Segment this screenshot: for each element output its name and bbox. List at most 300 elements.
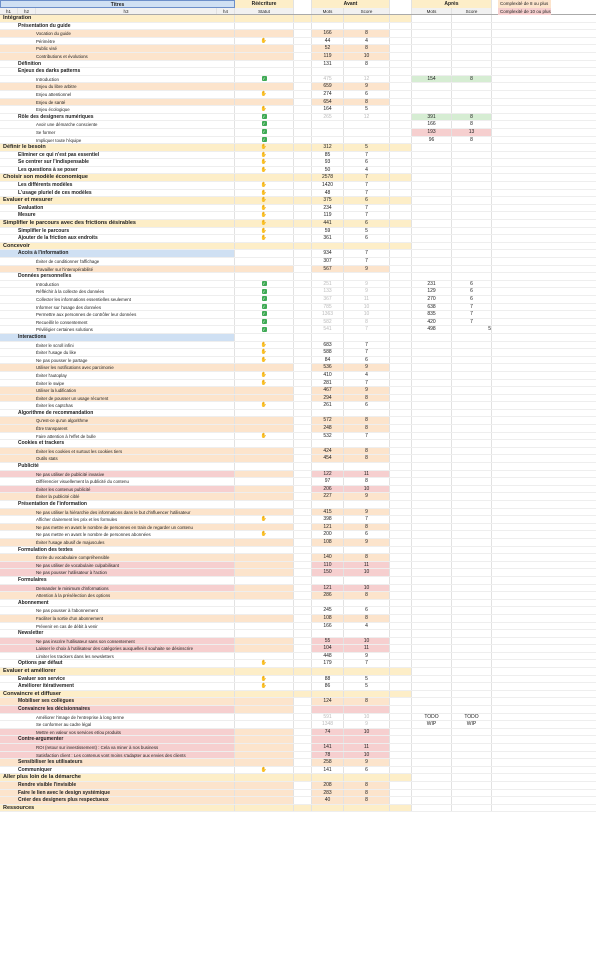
spacer-cell[interactable] [294, 630, 312, 637]
row-status[interactable] [235, 304, 294, 311]
words-before[interactable]: 52 [312, 45, 344, 52]
row-title[interactable]: Contre-argumenter [0, 736, 235, 743]
spacer-cell[interactable] [294, 547, 312, 554]
row-title[interactable]: Introduction [0, 76, 235, 83]
trailing-cell[interactable] [492, 698, 596, 705]
words-after[interactable] [412, 698, 452, 705]
col-h1[interactable]: h1 [0, 8, 18, 14]
words-after[interactable] [412, 516, 452, 523]
trailing-cell[interactable] [492, 273, 596, 280]
row-status[interactable] [235, 228, 294, 235]
score-after[interactable] [452, 425, 492, 432]
score-after[interactable] [452, 630, 492, 637]
spacer-cell[interactable] [294, 782, 312, 789]
words-before[interactable] [312, 121, 344, 128]
row-status[interactable] [235, 129, 294, 136]
table-row[interactable] [0, 61, 596, 69]
trailing-cell[interactable] [492, 129, 596, 136]
table-row[interactable] [0, 23, 596, 31]
words-after[interactable]: 835 [412, 311, 452, 318]
spacer-cell[interactable] [294, 304, 312, 311]
spacer-cell[interactable] [390, 296, 412, 303]
table-row[interactable] [0, 752, 596, 760]
row-title[interactable]: Abonnement [0, 600, 235, 607]
score-after[interactable] [452, 364, 492, 371]
words-after[interactable] [412, 539, 452, 546]
words-after[interactable]: 166 [412, 121, 452, 128]
score-before[interactable]: 7 [344, 152, 390, 159]
score-after[interactable] [452, 615, 492, 622]
row-title[interactable]: Simplifier le parcours avec des frictions désirables [0, 220, 235, 227]
spacer-cell[interactable] [294, 440, 312, 447]
score-after[interactable]: 6 [452, 288, 492, 295]
words-before[interactable]: 1363 [312, 311, 344, 318]
row-status[interactable] [235, 311, 294, 318]
spacer-cell[interactable] [294, 190, 312, 197]
table-row[interactable] [0, 554, 596, 562]
words-before[interactable]: 1420 [312, 182, 344, 189]
words-after[interactable] [412, 486, 452, 493]
words-before[interactable]: 683 [312, 342, 344, 349]
col-score[interactable]: Score [344, 8, 390, 14]
row-status[interactable] [235, 691, 294, 698]
score-after[interactable]: TODO [452, 714, 492, 721]
words-after[interactable] [412, 364, 452, 371]
spacer-cell[interactable] [294, 714, 312, 721]
row-status[interactable] [235, 417, 294, 424]
words-before[interactable]: 44 [312, 38, 344, 45]
row-title[interactable]: Ne pas mettre en avant le nombre de personnes en train de regarder un contenu [0, 524, 235, 531]
table-row[interactable] [0, 83, 596, 91]
row-title[interactable]: Communiquer [0, 767, 235, 774]
words-before[interactable]: 122 [312, 471, 344, 478]
trailing-cell[interactable] [492, 243, 596, 250]
words-after[interactable] [412, 585, 452, 592]
words-before[interactable]: 119 [312, 212, 344, 219]
row-title[interactable]: Définition [0, 61, 235, 68]
row-title[interactable]: Évaluer et améliorer [0, 668, 235, 675]
trailing-cell[interactable] [492, 372, 596, 379]
score-before[interactable]: 9 [344, 721, 390, 728]
score-before[interactable]: 5 [344, 683, 390, 690]
spacer-cell[interactable] [390, 137, 412, 144]
score-before[interactable]: 5 [344, 676, 390, 683]
words-after[interactable] [412, 744, 452, 751]
spacer-cell[interactable] [294, 402, 312, 409]
row-status[interactable] [235, 448, 294, 455]
score-after[interactable] [452, 531, 492, 538]
score-after[interactable] [452, 554, 492, 561]
words-before[interactable]: 74 [312, 729, 344, 736]
trailing-cell[interactable] [492, 334, 596, 341]
words-before[interactable]: 140 [312, 554, 344, 561]
score-before[interactable]: 6 [344, 402, 390, 409]
words-before[interactable] [312, 273, 344, 280]
spacer-cell[interactable] [390, 417, 412, 424]
spacer-cell[interactable] [390, 516, 412, 523]
spacer-cell[interactable] [294, 106, 312, 113]
spacer-cell[interactable] [390, 539, 412, 546]
spacer-cell[interactable] [294, 539, 312, 546]
score-after[interactable]: 6 [452, 281, 492, 288]
row-status[interactable] [235, 334, 294, 341]
words-before[interactable]: 121 [312, 524, 344, 531]
row-status[interactable] [235, 258, 294, 265]
words-after[interactable] [412, 38, 452, 45]
row-title[interactable]: Mobiliser ses collègues [0, 698, 235, 705]
row-title[interactable]: Intégration [0, 15, 235, 22]
words-after[interactable]: 193 [412, 129, 452, 136]
spacer-cell[interactable] [390, 455, 412, 462]
spacer-cell[interactable] [294, 197, 312, 204]
words-before[interactable]: 532 [312, 433, 344, 440]
row-title[interactable]: Travailler sur l'interopérabilité [0, 266, 235, 273]
words-after[interactable] [412, 387, 452, 394]
score-before[interactable] [344, 15, 390, 22]
spacer-cell[interactable] [294, 99, 312, 106]
words-before[interactable]: 654 [312, 99, 344, 106]
words-after[interactable]: 96 [412, 137, 452, 144]
row-status[interactable] [235, 395, 294, 402]
row-title[interactable]: Qu'est-ce qu'un algorithme [0, 417, 235, 424]
score-after[interactable]: 8 [452, 76, 492, 83]
row-status[interactable] [235, 53, 294, 60]
trailing-cell[interactable] [492, 304, 596, 311]
words-before[interactable]: 179 [312, 660, 344, 667]
row-status[interactable] [235, 623, 294, 630]
spacer-cell[interactable] [294, 144, 312, 151]
trailing-cell[interactable] [492, 531, 596, 538]
trailing-cell[interactable] [492, 167, 596, 174]
score-after[interactable] [452, 440, 492, 447]
spacer-cell[interactable] [390, 174, 412, 181]
table-row[interactable] [0, 805, 596, 813]
spacer-cell[interactable] [294, 114, 312, 121]
words-before[interactable]: 59 [312, 228, 344, 235]
trailing-cell[interactable] [492, 767, 596, 774]
words-before[interactable]: 206 [312, 486, 344, 493]
words-before[interactable] [312, 691, 344, 698]
words-after[interactable] [412, 774, 452, 781]
score-before[interactable]: 11 [344, 645, 390, 652]
score-before[interactable]: 8 [344, 448, 390, 455]
words-before[interactable]: 567 [312, 266, 344, 273]
row-status[interactable] [235, 645, 294, 652]
trailing-cell[interactable] [492, 683, 596, 690]
score-after[interactable] [452, 228, 492, 235]
words-after[interactable] [412, 273, 452, 280]
score-after[interactable]: 7 [452, 304, 492, 311]
row-status[interactable] [235, 471, 294, 478]
spacer-cell[interactable] [390, 357, 412, 364]
words-before[interactable]: 141 [312, 767, 344, 774]
score-after[interactable] [452, 197, 492, 204]
table-row[interactable] [0, 569, 596, 577]
row-status[interactable] [235, 425, 294, 432]
score-after[interactable] [452, 15, 492, 22]
words-after[interactable] [412, 524, 452, 531]
trailing-cell[interactable] [492, 410, 596, 417]
table-row[interactable] [0, 387, 596, 395]
spacer-cell[interactable] [294, 364, 312, 371]
row-title[interactable]: Rendre visible l'invisible [0, 782, 235, 789]
words-after[interactable] [412, 615, 452, 622]
words-after[interactable] [412, 630, 452, 637]
row-status[interactable] [235, 167, 294, 174]
score-before[interactable] [344, 630, 390, 637]
table-row[interactable] [0, 790, 596, 798]
spacer-cell[interactable] [390, 410, 412, 417]
score-after[interactable] [452, 729, 492, 736]
row-title[interactable]: Différencier visuellement la publicité du contenu [0, 478, 235, 485]
table-row[interactable] [0, 182, 596, 190]
words-after[interactable] [412, 547, 452, 554]
row-title[interactable]: Avoir une démarche consciente [0, 121, 235, 128]
row-title[interactable]: Impliquer toute l'équipe [0, 137, 235, 144]
words-before[interactable]: 248 [312, 425, 344, 432]
spacer-cell[interactable] [390, 509, 412, 516]
words-before[interactable]: 312 [312, 144, 344, 151]
spacer-cell[interactable] [390, 326, 412, 333]
spacer-cell[interactable] [390, 243, 412, 250]
words-before[interactable]: 454 [312, 455, 344, 462]
table-row[interactable] [0, 250, 596, 258]
spacer-cell[interactable] [390, 623, 412, 630]
words-after[interactable] [412, 577, 452, 584]
trailing-cell[interactable] [492, 91, 596, 98]
trailing-cell[interactable] [492, 509, 596, 516]
words-after[interactable] [412, 174, 452, 181]
score-after[interactable] [452, 805, 492, 812]
row-title[interactable]: Utiliser la ludification [0, 387, 235, 394]
score-before[interactable]: 12 [344, 76, 390, 83]
row-status[interactable] [235, 721, 294, 728]
row-title[interactable]: Formulaires [0, 577, 235, 584]
spacer-cell[interactable] [390, 759, 412, 766]
score-after[interactable] [452, 501, 492, 508]
words-before[interactable]: 424 [312, 448, 344, 455]
words-after[interactable] [412, 797, 452, 804]
row-title[interactable]: Laisser le choix à l'utilisateur des catégories auxquelles il souhaite se désinscrire [0, 645, 235, 652]
score-after[interactable] [452, 174, 492, 181]
words-after[interactable] [412, 607, 452, 614]
score-after[interactable] [452, 797, 492, 804]
words-before[interactable]: 234 [312, 205, 344, 212]
row-title[interactable]: Rôle des designers numériques [0, 114, 235, 121]
table-row[interactable] [0, 524, 596, 532]
score-after[interactable] [452, 600, 492, 607]
words-after[interactable] [412, 235, 452, 242]
score-before[interactable] [344, 137, 390, 144]
words-after[interactable] [412, 91, 452, 98]
words-after[interactable] [412, 182, 452, 189]
spacer-cell[interactable] [294, 759, 312, 766]
score-before[interactable]: 8 [344, 99, 390, 106]
score-before[interactable] [344, 23, 390, 30]
words-before[interactable] [312, 243, 344, 250]
row-title[interactable]: Convaincre et diffuser [0, 691, 235, 698]
words-before[interactable]: 200 [312, 531, 344, 538]
spacer-cell[interactable] [294, 417, 312, 424]
score-before[interactable]: 8 [344, 30, 390, 37]
score-before[interactable] [344, 121, 390, 128]
spacer-cell[interactable] [390, 774, 412, 781]
trailing-cell[interactable] [492, 152, 596, 159]
table-row[interactable] [0, 395, 596, 403]
row-title[interactable]: Afficher clairement les prix et les formules [0, 516, 235, 523]
words-before[interactable]: 307 [312, 258, 344, 265]
score-before[interactable]: 6 [344, 91, 390, 98]
table-row[interactable] [0, 683, 596, 691]
words-after[interactable] [412, 683, 452, 690]
col-h2[interactable]: h2 [18, 8, 36, 14]
row-title[interactable]: Utiliser les notifications avec parcimonie [0, 364, 235, 371]
row-title[interactable]: Vocation du guide [0, 30, 235, 37]
score-after[interactable] [452, 660, 492, 667]
row-status[interactable] [235, 501, 294, 508]
row-status[interactable] [235, 706, 294, 713]
spacer-cell[interactable] [294, 706, 312, 713]
spacer-cell[interactable] [390, 531, 412, 538]
spacer-cell[interactable] [390, 645, 412, 652]
table-row[interactable] [0, 311, 596, 319]
score-after[interactable] [452, 30, 492, 37]
trailing-cell[interactable] [492, 592, 596, 599]
row-title[interactable]: Évaluer et mesurer [0, 197, 235, 204]
score-before[interactable]: 7 [344, 174, 390, 181]
trailing-cell[interactable] [492, 99, 596, 106]
row-title[interactable]: Périmètre [0, 38, 235, 45]
spacer-cell[interactable] [390, 250, 412, 257]
score-before[interactable]: 8 [344, 425, 390, 432]
score-after[interactable] [452, 357, 492, 364]
row-title[interactable]: Limiter les trackers dans les newsletters [0, 653, 235, 660]
score-before[interactable]: 8 [344, 782, 390, 789]
row-status[interactable] [235, 744, 294, 751]
row-status[interactable] [235, 759, 294, 766]
spacer-cell[interactable] [294, 137, 312, 144]
row-title[interactable]: Évaluation [0, 205, 235, 212]
table-row[interactable] [0, 410, 596, 418]
spacer-cell[interactable] [390, 334, 412, 341]
words-before[interactable]: 124 [312, 698, 344, 705]
spacer-cell[interactable] [294, 623, 312, 630]
row-status[interactable] [235, 577, 294, 584]
row-title[interactable]: Enjeu attentionnel [0, 91, 235, 98]
spacer-cell[interactable] [294, 326, 312, 333]
row-status[interactable] [235, 653, 294, 660]
row-title[interactable]: Accès à l'information [0, 250, 235, 257]
words-before[interactable] [312, 577, 344, 584]
trailing-cell[interactable] [492, 676, 596, 683]
spacer-cell[interactable] [294, 767, 312, 774]
score-before[interactable]: 8 [344, 790, 390, 797]
score-after[interactable] [452, 562, 492, 569]
score-before[interactable] [344, 774, 390, 781]
table-row[interactable] [0, 493, 596, 501]
score-after[interactable] [452, 410, 492, 417]
spacer-cell[interactable] [294, 471, 312, 478]
spacer-cell[interactable] [294, 380, 312, 387]
row-status[interactable] [235, 380, 294, 387]
table-row[interactable] [0, 577, 596, 585]
score-after[interactable] [452, 478, 492, 485]
words-after[interactable] [412, 83, 452, 90]
row-status[interactable] [235, 83, 294, 90]
score-before[interactable]: 11 [344, 562, 390, 569]
row-title[interactable]: Enjeu du libre arbitre [0, 83, 235, 90]
score-before[interactable]: 9 [344, 539, 390, 546]
trailing-cell[interactable] [492, 68, 596, 75]
score-before[interactable]: 8 [344, 592, 390, 599]
trailing-cell[interactable] [492, 114, 596, 121]
score-after[interactable] [452, 83, 492, 90]
row-title[interactable]: Ne pas mettre en avant le nombre de personnes abonnées [0, 531, 235, 538]
score-before[interactable] [344, 501, 390, 508]
score-before[interactable]: 10 [344, 53, 390, 60]
col-header-reecriture[interactable]: Réécriture [235, 0, 294, 8]
row-title[interactable]: Recueillir le consentement [0, 319, 235, 326]
words-after[interactable] [412, 425, 452, 432]
table-row[interactable] [0, 774, 596, 782]
row-status[interactable] [235, 630, 294, 637]
trailing-cell[interactable] [492, 76, 596, 83]
score-before[interactable] [344, 334, 390, 341]
words-after[interactable]: 129 [412, 288, 452, 295]
trailing-cell[interactable] [492, 387, 596, 394]
trailing-cell[interactable] [492, 402, 596, 409]
table-row[interactable] [0, 68, 596, 76]
row-status[interactable] [235, 516, 294, 523]
table-row[interactable] [0, 501, 596, 509]
score-before[interactable]: 4 [344, 38, 390, 45]
spacer-cell[interactable] [390, 440, 412, 447]
words-before[interactable]: 448 [312, 653, 344, 660]
words-after[interactable] [412, 531, 452, 538]
words-after[interactable] [412, 767, 452, 774]
words-after[interactable] [412, 243, 452, 250]
trailing-cell[interactable] [492, 174, 596, 181]
score-after[interactable]: 7 [452, 311, 492, 318]
row-status[interactable] [235, 121, 294, 128]
words-after[interactable] [412, 220, 452, 227]
score-after[interactable] [452, 493, 492, 500]
spacer-cell[interactable] [390, 205, 412, 212]
words-after[interactable] [412, 144, 452, 151]
spacer-cell[interactable] [390, 600, 412, 607]
words-after[interactable] [412, 752, 452, 759]
trailing-cell[interactable] [492, 630, 596, 637]
spacer-cell[interactable] [294, 281, 312, 288]
score-after[interactable] [452, 250, 492, 257]
table-row[interactable] [0, 243, 596, 251]
score-before[interactable]: 9 [344, 281, 390, 288]
spacer-cell[interactable] [390, 387, 412, 394]
score-after[interactable] [452, 258, 492, 265]
table-row[interactable] [0, 531, 596, 539]
words-after[interactable] [412, 45, 452, 52]
trailing-cell[interactable] [492, 623, 596, 630]
trailing-cell[interactable] [492, 729, 596, 736]
words-after[interactable] [412, 509, 452, 516]
row-title[interactable]: Réfléchir à la collecte des données [0, 288, 235, 295]
row-title[interactable]: Newsletter [0, 630, 235, 637]
spacer-cell[interactable] [390, 676, 412, 683]
words-before[interactable]: 108 [312, 615, 344, 622]
words-before[interactable]: 85 [312, 152, 344, 159]
score-before[interactable] [344, 463, 390, 470]
table-row[interactable] [0, 266, 596, 274]
